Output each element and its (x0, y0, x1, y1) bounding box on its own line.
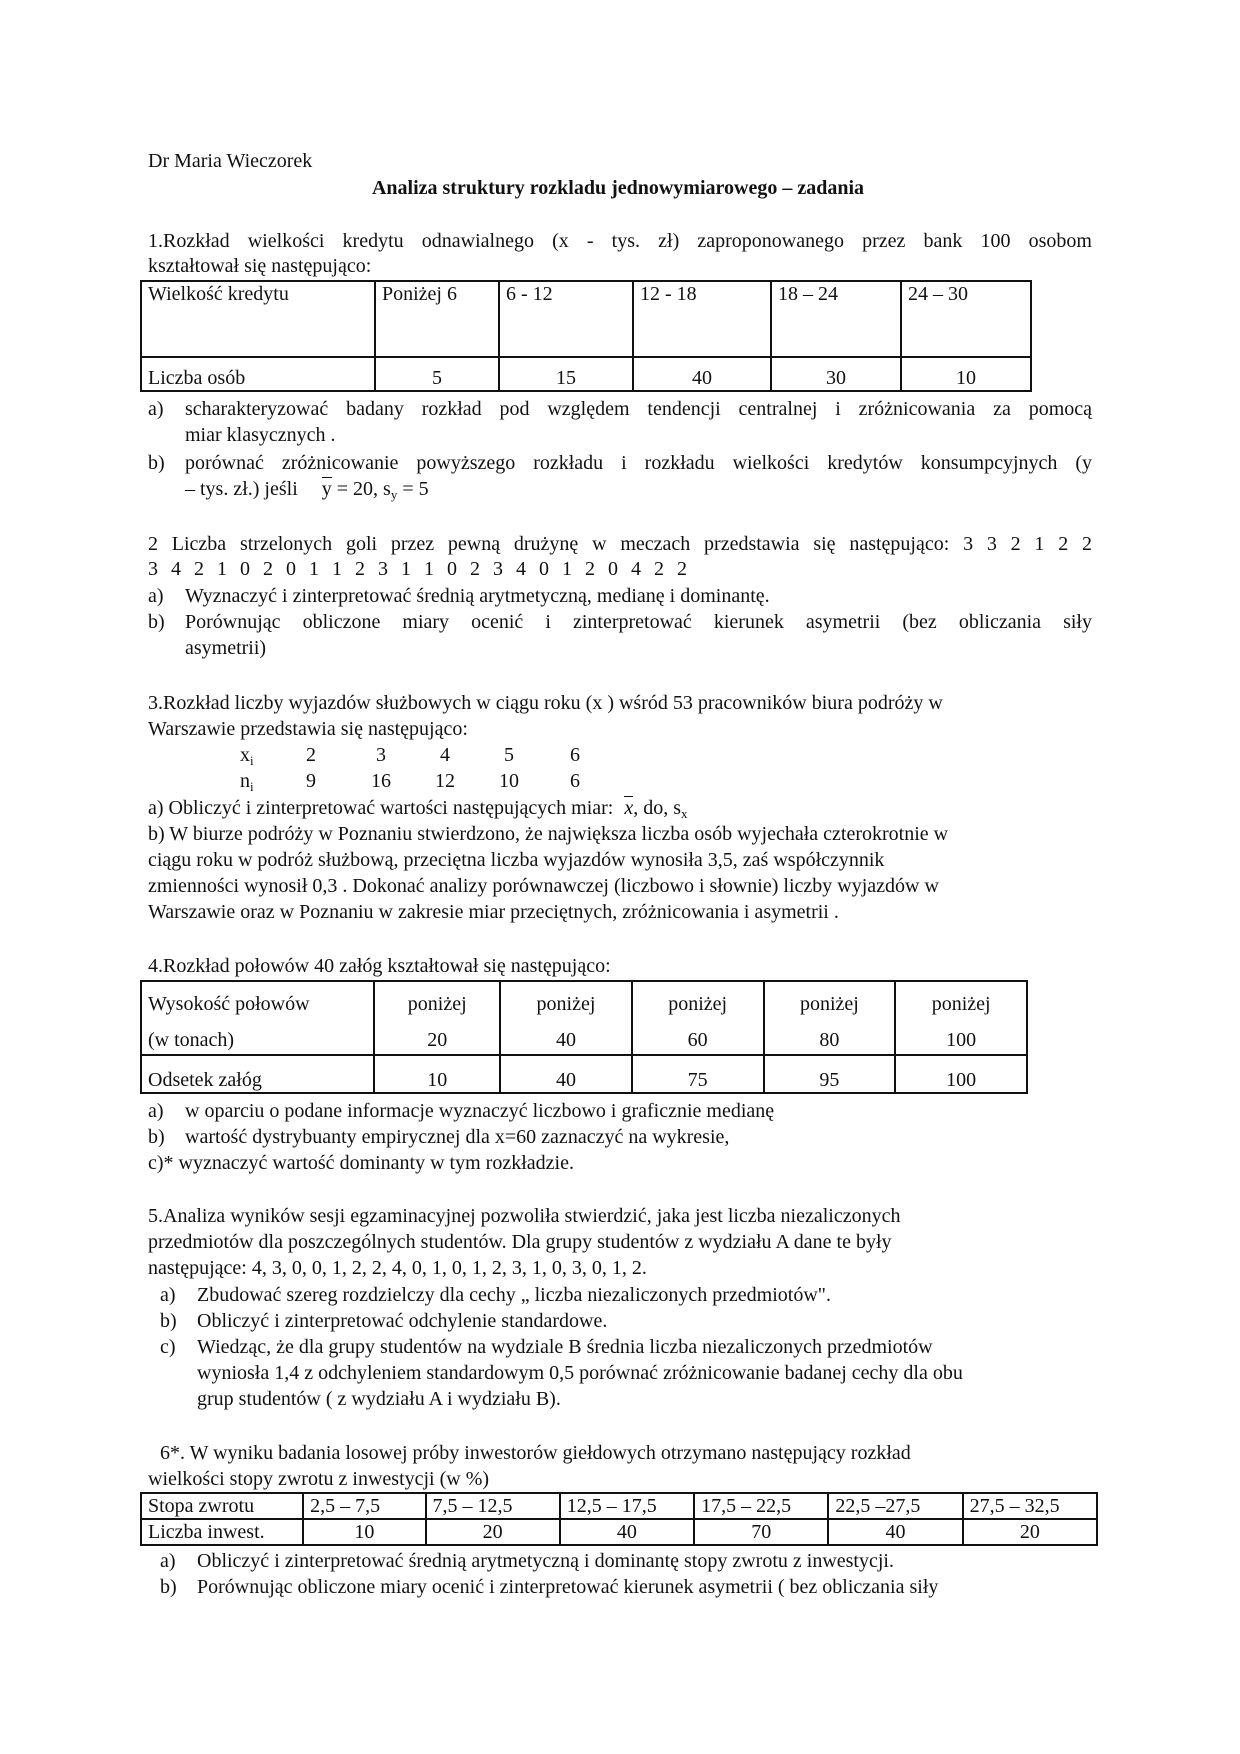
table-cell: 18 – 24 (771, 281, 901, 357)
table-cell: 17,5 – 22,5 (694, 1493, 828, 1519)
text-fragment: = 20, s (336, 478, 391, 500)
table-cell: 6 - 12 (499, 281, 633, 357)
table-cell: 40 (633, 357, 771, 391)
task6-line1: 6*. W wyniku badania losowej próby inwestorów giełdowych otrzymano następujący rozkład (160, 1442, 911, 1464)
task1-a: scharakteryzować badany rozkład pod względem tendencji centralnej i zróżnicowania za pomocą (185, 398, 1092, 420)
task3-b-line1: b) W biurze podróży w Poznaniu stwierdzono, że największa liczba osób wyjechała czterokrotnie w (148, 823, 949, 845)
list-marker: c) (160, 1336, 176, 1358)
n-value: 9 (306, 770, 316, 792)
table-text: 100 (946, 1029, 977, 1051)
x-value: 3 (376, 744, 386, 766)
table-cell: Wielkość kredytu (141, 281, 375, 357)
task3-b-line2: ciągu roku w podróż służbową, przeciętna liczba wyjazdów wynosiła 3,5, zaś współczynnik (148, 849, 885, 871)
task3-b-line4: Warszawie oraz w Poznaniu w zakresie miar przeciętnych, zróżnicowania i asymetrii . (148, 901, 839, 923)
table-cell: 95 (764, 1055, 896, 1093)
task1-table (140, 280, 1032, 392)
table-cell: 20 (426, 1519, 560, 1545)
n-value: 6 (570, 770, 580, 792)
task3-line1: 3.Rozkład liczby wyjazdów służbowych w ciągu roku (x ) wśród 53 pracowników biura podróży w (148, 692, 943, 714)
n-value: 10 (499, 770, 519, 792)
table-cell: 5 (375, 357, 499, 391)
x-bar-symbol: x (624, 797, 634, 819)
text-fragment: – tys. zł.) jeśli (185, 478, 298, 500)
task6-a: Obliczyć i zinterpretować średnią arytmetyczną i dominantę stopy zwrotu z inwestycji. (197, 1550, 894, 1572)
table-cell: Liczba osób (141, 357, 375, 391)
table-text: poniżej (536, 993, 596, 1015)
task5-c-line1: Wiedząc, że dla grupy studentów na wydziale B średnia liczba niezaliczonych przedmiotów (197, 1336, 933, 1358)
x-value: 6 (570, 744, 580, 766)
table-cell: Liczba inwest. (141, 1519, 303, 1545)
table-cell: 15 (499, 357, 633, 391)
task3-b-line3: zmienności wynosił 0,3 . Dokonać analizy porównawczej (liczbowo i słownie) liczby wyjazdów w (148, 875, 939, 897)
table-cell (500, 981, 632, 1055)
task2-data: 3 4 2 1 0 2 0 1 1 2 3 1 1 0 2 3 4 0 1 2 0 4 2 2 (148, 558, 691, 580)
author-name: Dr Maria Wieczorek (148, 150, 313, 172)
table-cell: 75 (632, 1055, 764, 1093)
task5-line2: przedmiotów dla poszczególnych studentów. Dla grupy studentów z wydziału A dane te były (148, 1231, 892, 1253)
table-cell: 40 (500, 1055, 632, 1093)
x-value: 4 (440, 744, 450, 766)
text-fragment: = 5 (402, 478, 429, 500)
task2-b-cont: asymetrii) (185, 637, 267, 659)
task5-c-line2: wyniosła 1,4 z odchyleniem standardowym 0,5 porównać zróżnicowanie badanej cechy dla obu (197, 1362, 963, 1384)
task4-table (140, 980, 1028, 1094)
list-marker: a) (160, 1550, 176, 1572)
x-value: 5 (504, 744, 514, 766)
table-cell: 40 (560, 1519, 694, 1545)
task1-b: porównać zróżnicowanie powyższego rozkładu i rozkładu wielkości kredytów konsumpcyjnych (y (185, 452, 1092, 474)
task5-line1: 5.Analiza wyników sesji egzaminacyjnej pozwoliła stwierdzić, jaka jest liczba niezaliczonych (148, 1205, 901, 1227)
list-marker: b) (148, 611, 165, 633)
table-cell: 10 (374, 1055, 500, 1093)
table-cell: 12,5 – 17,5 (560, 1493, 694, 1519)
table-cell (141, 981, 374, 1055)
label-letter: x (240, 744, 250, 766)
task4-line1: 4.Rozkład połowów 40 załóg kształtował się następująco: (148, 955, 611, 977)
task3-line2: Warszawie przedstawia się następująco: (148, 718, 468, 740)
list-marker: b) (160, 1310, 177, 1332)
table-label-line: Wysokość połowów (148, 993, 310, 1015)
document-title: Analiza struktury rozkladu jednowymiarowego – zadania (371, 177, 865, 199)
table-label-line: (w tonach) (148, 1029, 235, 1051)
table-text: poniżej (668, 993, 728, 1015)
task1-intro: 1.Rozkład wielkości kredytu odnawialnego (x - tys. zł) zaproponowanego przez bank 100 osobom (148, 230, 1092, 252)
table-cell (764, 981, 896, 1055)
label-letter: n (240, 770, 250, 792)
table-cell: Poniżej 6 (375, 281, 499, 357)
list-marker: a) (148, 585, 164, 607)
table-cell: 7,5 – 12,5 (426, 1493, 560, 1519)
y-bar-symbol: y (321, 478, 332, 500)
list-marker: b) (148, 1126, 165, 1148)
list-marker: a) (148, 1100, 164, 1122)
text-fragment: a) Obliczyć i zinterpretować wartości następujących miar: (148, 797, 614, 819)
task6-b: Porównując obliczone miary ocenić i zinterpretować kierunek asymetrii ( bez obliczania siły (197, 1576, 939, 1598)
table-text: poniżej (407, 993, 467, 1015)
subscript: y (390, 487, 398, 502)
task6-table (140, 1492, 1098, 1546)
table-cell: 2,5 – 7,5 (303, 1493, 425, 1519)
task5-line3: następujące: 4, 3, 0, 0, 1, 2, 2, 4, 0, 1, 0, 1, 2, 3, 1, 0, 3, 0, 1, 2. (148, 1257, 647, 1279)
table-text: 80 (819, 1029, 840, 1051)
task1-b-cont (185, 476, 429, 502)
table-text: 60 (687, 1029, 708, 1051)
task5-c-line3: grup studentów ( z wydziału A i wydziału B). (197, 1388, 561, 1410)
table-cell: Stopa zwrotu (141, 1493, 303, 1519)
table-cell: 70 (694, 1519, 828, 1545)
task2-a: Wyznaczyć i zinterpretować średnią arytmetyczną, medianę i dominantę. (185, 585, 770, 607)
x-value: 2 (306, 744, 316, 766)
subscript: i (250, 779, 254, 794)
subscript: i (250, 753, 254, 768)
table-cell (374, 981, 500, 1055)
task3-a (148, 795, 688, 821)
table-text: 40 (555, 1029, 576, 1051)
n-i-label (240, 768, 254, 794)
task2-b: Porównując obliczone miary ocenić i zinterpretować kierunek asymetrii (bez obliczania siły (185, 611, 1092, 633)
table-text: poniżej (799, 993, 859, 1015)
table-text: poniżej (931, 993, 991, 1015)
table-cell: 20 (963, 1519, 1097, 1545)
table-cell: 10 (901, 357, 1031, 391)
task5-a: Zbudować szereg rozdzielczy dla cechy „ liczba niezaliczonych przedmiotów". (197, 1284, 831, 1306)
table-text: 20 (427, 1029, 448, 1051)
list-marker: a) (148, 398, 164, 420)
table-cell: 12 - 18 (633, 281, 771, 357)
list-marker: b) (148, 452, 165, 474)
table-cell (895, 981, 1027, 1055)
table-cell: 100 (895, 1055, 1027, 1093)
task4-a: w oparciu o podane informacje wyznaczyć liczbowo i graficznie medianę (185, 1100, 775, 1122)
table-cell (632, 981, 764, 1055)
task5-b: Obliczyć i zinterpretować odchylenie standardowe. (197, 1310, 608, 1332)
table-cell: 10 (303, 1519, 425, 1545)
task4-b: wartość dystrybuanty empirycznej dla x=60 zaznaczyć na wykresie, (185, 1126, 730, 1148)
table-cell: 30 (771, 357, 901, 391)
n-value: 12 (435, 770, 455, 792)
task2-line1: 2 Liczba strzelonych goli przez pewną drużynę w meczach przedstawia się następująco: 3 3 2 1 2 2 (148, 533, 1092, 555)
table-cell: 40 (828, 1519, 962, 1545)
task1-intro-cont: kształtował się następująco: (148, 255, 372, 277)
table-cell: 24 – 30 (901, 281, 1031, 357)
task1-a-cont: miar klasycznych . (185, 424, 336, 446)
table-cell: Odsetek załóg (141, 1055, 374, 1093)
x-i-label (240, 742, 254, 768)
task6-line2: wielkości stopy zwrotu z inwestycji (w %) (148, 1468, 490, 1490)
list-marker: a) (160, 1284, 176, 1306)
task4-c: c)* wyznaczyć wartość dominanty w tym rozkładzie. (148, 1152, 574, 1174)
text-fragment: , do, s (633, 797, 682, 819)
list-marker: b) (160, 1576, 177, 1598)
n-value: 16 (371, 770, 391, 792)
table-cell: 22,5 –27,5 (828, 1493, 962, 1519)
subscript: x (681, 806, 688, 821)
table-cell: 27,5 – 32,5 (963, 1493, 1097, 1519)
